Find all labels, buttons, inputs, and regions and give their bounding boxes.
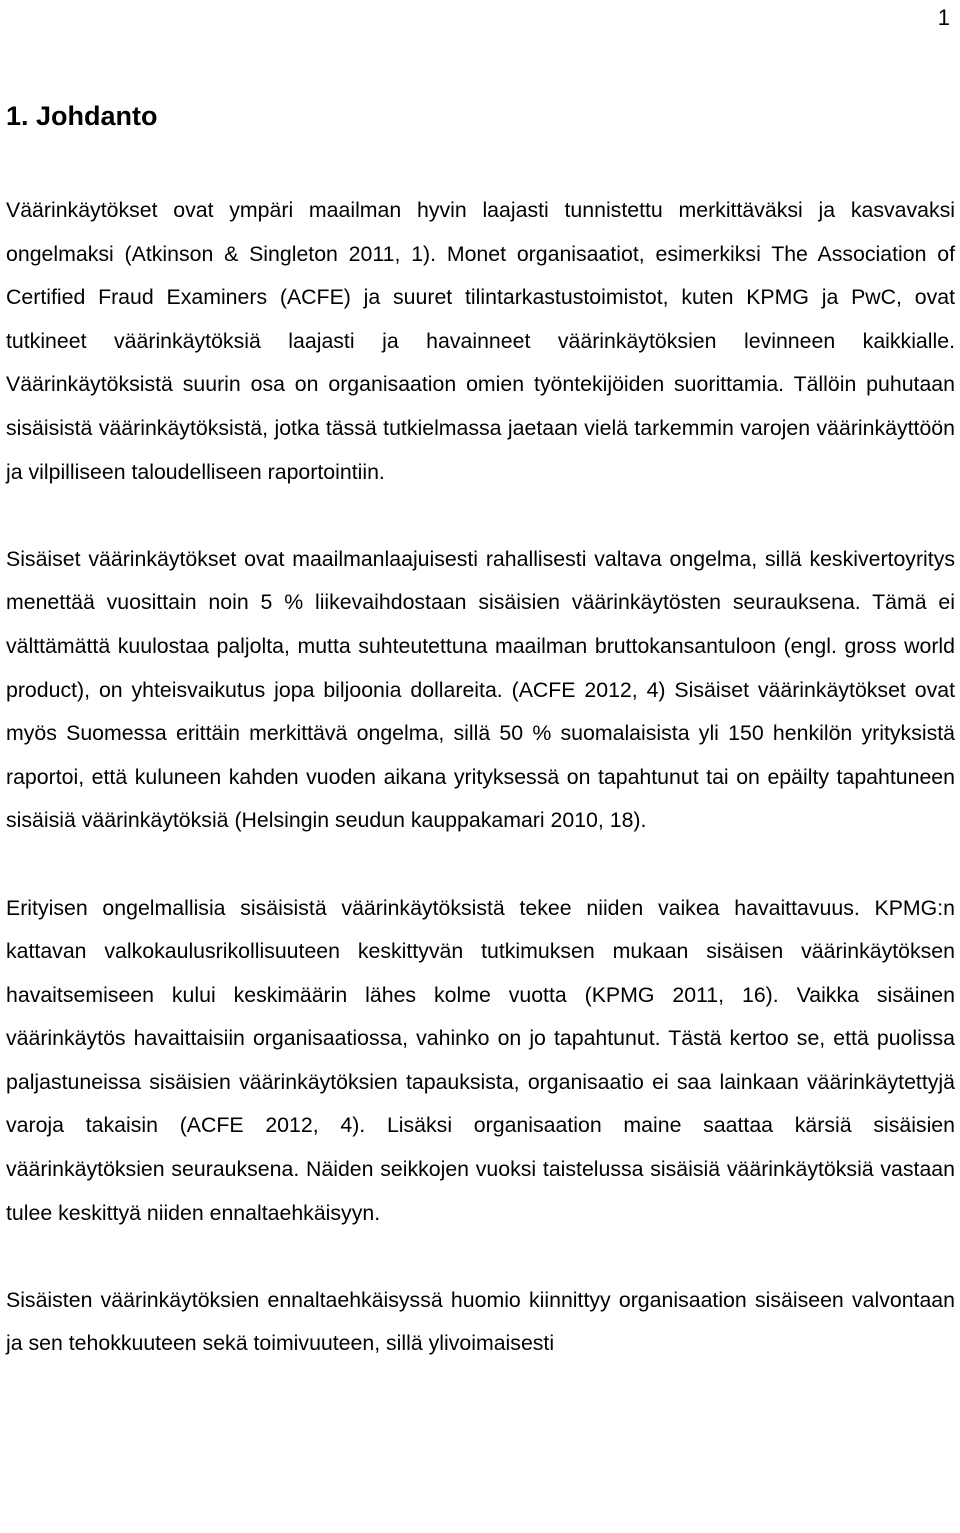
section-heading: 1. Johdanto bbox=[6, 101, 158, 131]
page-number: 1 bbox=[937, 5, 950, 30]
paragraph-2: Sisäiset väärinkäytökset ovat maailmanlaajuisesti rahallisesti valtava ongelma, sillä keskivertoyritys menettää vuosittain noin 5 % liikevaihdostaan sisäisien väärinkäytösten seurauksena. Tämä ei välttämättä kuulostaa paljolta, mutta suhteutettuna maailman bruttokansantuloon (engl. gross world product), on yhteisvaikutus jopa biljoonia dollareita. (ACFE 2012, 4) Sisäiset väärinkäytökset ovat myös Suomessa erittäin merkittävä ongelma, sillä 50 % suomalaisista yli 150 henkilön yrityksistä raportoi, että kuluneen kahden vuoden aikana yrityksessä on tapahtunut tai on epäilty tapahtuneen sisäisiä väärinkäytöksiä (Helsingin seudun kauppakamari 2010, 18). bbox=[6, 546, 955, 833]
paragraph-1: Väärinkäytökset ovat ympäri maailman hyvin laajasti tunnistettu merkittäväksi ja kasvavaksi ongelmaksi (Atkinson & Singleton 2011, 1). Monet organisaatiot, esimerkiksi The Association of Certified Fraud Examiners (ACFE) ja suuret tilintarkastustoimistot, kuten KPMG ja PwC, ovat tutkineet väärinkäytöksiä laajasti ja havainneet väärinkäytöksien levinneen kaikkialle. Väärinkäytöksistä suurin osa on organisaation omien työntekijöiden suorittamia. Tällöin puhutaan sisäisistä väärinkäytöksistä, jotka tässä tutkielmassa jaetaan vielä tarkemmin varojen väärinkäyttöön ja vilpilliseen taloudelliseen raportointiin. bbox=[6, 198, 955, 484]
paragraph-3: Erityisen ongelmallisia sisäisistä väärinkäytöksistä tekee niiden vaikea havaittavuus. KPMG:n kattavan valkokaulusrikollisuuteen keskittyvän tutkimuksen mukaan sisäisen väärinkäytöksen havaitsemiseen kului keskimäärin lähes kolme vuotta (KPMG 2011, 16). Vaikka sisäinen väärinkäytös havaittaisiin organisaatiossa, vahinko on jo tapahtunut. Tästä kertoo se, että puolissa paljastuneissa sisäisien väärinkäytöksien tapauksista, organisaatio ei saa lainkaan väärinkäytettyjä varoja takaisin (ACFE 2012, 4). Lisäksi organisaation maine saattaa kärsiä sisäisien väärinkäytöksien seurauksena. Näiden seikkojen vuoksi taistelussa sisäisiä väärinkäytöksiä vastaan tulee keskittyä niiden ennaltaehkäisyyn. bbox=[6, 895, 955, 1225]
paragraph-4: Sisäisten väärinkäytöksien ennaltaehkäisyssä huomio kiinnittyy organisaation sisäiseen valvontaan ja sen tehokkuuteen sekä toimivuuteen, sillä ylivoimaisesti bbox=[6, 1287, 955, 1356]
body-text bbox=[6, 189, 955, 1410]
